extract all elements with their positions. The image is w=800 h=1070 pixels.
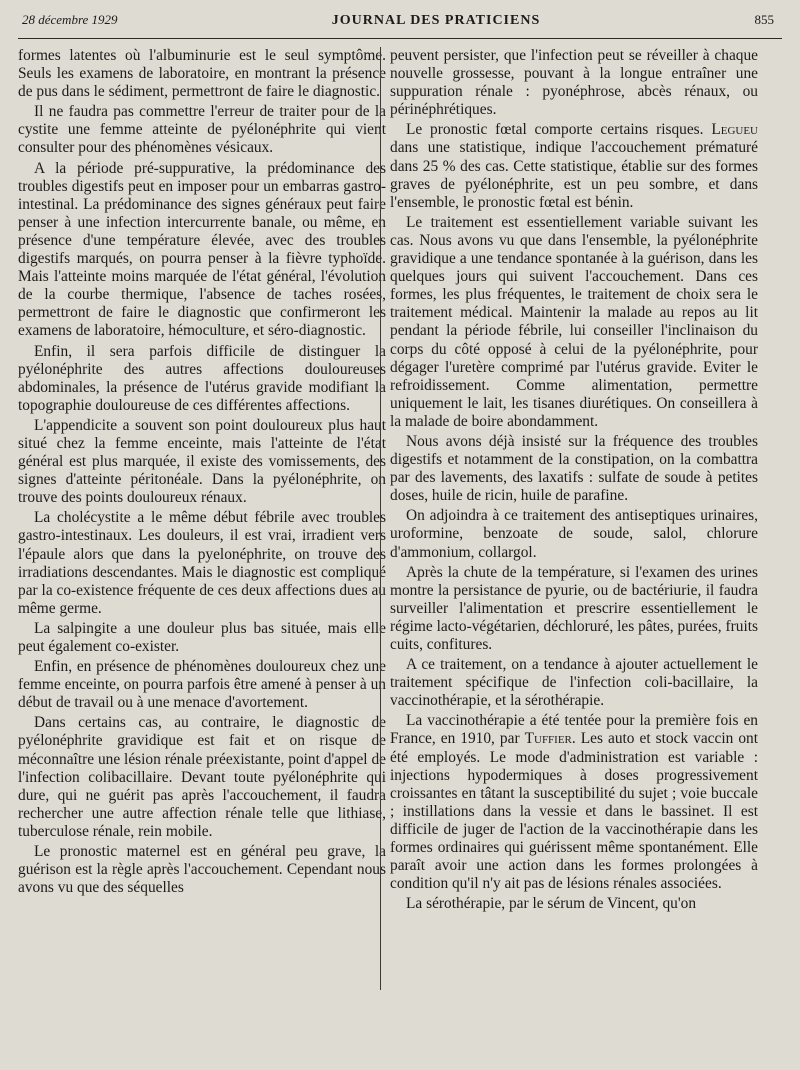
running-header bbox=[22, 12, 774, 34]
author-name: Tuffier bbox=[524, 730, 572, 748]
paragraph: La salpingite a une douleur plus bas située, mais elle peut également co-exister. bbox=[18, 619, 386, 655]
paragraph: La vaccinothérapie a été tentée pour la première fois en France, en 1910, par Tuffier. Les auto et stock vaccin ont été employés. Le mode d'administration est variable : injections hypodermiques à doses progressivement croissantes en tâtant la susceptibilité du sujet ; voie buccale ; instillations dans la vessie et dans le bassinet. Il est difficile de juger de l'action de la vaccinothérapie dans les formes ordinaires qui guérissent même spontanément. Elle paraît avoir une action dans les formes prolongées à condition qu'il n'y ait pas de lésions rénales associées. bbox=[390, 712, 758, 893]
right-column bbox=[390, 47, 758, 915]
issue-date: 28 décembre 1929 bbox=[22, 12, 118, 27]
page-number: 855 bbox=[754, 12, 774, 27]
paragraph: Il ne faudra pas commettre l'erreur de traiter pour de la cystite une femme atteinte de pyélonéphrite qui vient consulter pour des phénomènes vésicaux. bbox=[18, 103, 386, 157]
journal-title: JOURNAL DES PRATICIENS bbox=[331, 13, 541, 28]
paragraph: Le traitement est essentiellement variable suivant les cas. Nous avons vu que dans l'ensemble, la pyélonéphrite gravidique a une tendance spontanée à la guérison, dans les quelques jours qui suivent l'accouchement. Dans ces formes, les plus fréquentes, le traitement de choix sera le traitement médical. Maintenir la malade au repos au lit pendant la période fébrile, lui conseiller l'inclinaison du corps du côté opposé à celui de la pyélonéphrite, pour dégager l'uretère comprimé par l'utérus gravide. Eviter le refroidissement. Comme alimentation, permettre uniquement le lait, les tisanes diurétiques. On conseillera à la malade de boire abondamment. bbox=[390, 213, 758, 430]
paragraph: Nous avons déjà insisté sur la fréquence des troubles digestifs et notamment de la constipation, on la combattra par des lavements, des laxatifs : sulfate de soude à petites doses, huile de ricin, huile de parafine. bbox=[390, 432, 758, 505]
paragraph: Enfin, il sera parfois difficile de distinguer la pyélonéphrite des autres affections douloureuses abdominales, la présence de l'utérus gravide modifiant la topographie douloureuse de ces différentes affections. bbox=[18, 342, 386, 414]
paragraph: Le pronostic maternel est en général peu grave, la guérison est la règle après l'accouchement. Cependant nous avons vu que des séquelles bbox=[18, 843, 386, 897]
paragraph: Le pronostic fœtal comporte certains risques. Legueu dans une statistique, indique l'accouchement prématuré dans 25 % des cas. Cette statistique, établie sur des formes graves de pyélonéphrite, est un peu sombre, et dans l'ensemble, le pronostic fœtal est bénin. bbox=[390, 121, 758, 211]
paragraph: Après la chute de la température, si l'examen des urines montre la persistance de pyurie, ou de bactériurie, il faudra surveiller l'alimentation et prescrire essentiellement le régime lacto-végétarien, déchloruré, les pâtes, purées, fruits cuits, confitures. bbox=[390, 563, 758, 653]
paragraph: L'appendicite a souvent son point douloureux plus haut situé chez la femme enceinte, mais l'atteinte de l'état général est plus marquée, il existe des vomissements, des signes d'atteinte péritonéale. Dans la pyélonéphrite, on trouve des points douloureux rénaux. bbox=[18, 416, 386, 507]
paragraph: A la période pré-suppurative, la prédominance des troubles digestifs peut en imposer pour un embarras gastro-intestinal. La prédominance des signes généraux peut faire penser à une infection intercurrente banale, ou même, en présence d'une température élevée, avec des troubles digestifs marqués, on pourra penser à la fièvre typhoïde. Mais l'atteinte moins marquée de l'état général, l'évolution de la courbe thermique, l'absence de taches rosées, permettront de faire le diagnostic que confirmeront les examens de laboratoire, hémoculture, et séro-diagnostic. bbox=[18, 159, 386, 340]
paragraph: La sérothérapie, par le sérum de Vincent, qu'on bbox=[406, 895, 697, 913]
paragraph: Dans certains cas, au contraire, le diagnostic de pyélonéphrite gravidique est fait et on risque de méconnaître une lésion rénale préexistante, point d'appel de l'infection colibacillaire. Devant toute pyélonéphrite qui dure, qui ne guérit pas après l'accouchement, il faudra rechercher une autre affection rénale telle que lithiase, tuberculose rénale, rein mobile. bbox=[18, 714, 386, 840]
paragraph: peuvent persister, que l'infection peut se réveiller à chaque nouvelle grossesse, pouvant à la longue entraîner une suppuration rénale : pyonéphrose, abcès rénaux, ou périnéphrétiques. bbox=[390, 47, 758, 119]
column-divider bbox=[380, 47, 381, 990]
paragraph: La cholécystite a le même début fébrile avec troubles gastro-intestinaux. Les douleurs, il est vrai, irradient vers l'épaule alors que dans la pyelonéphrite, on trouve des irradiations descendantes. Mais le diagnostic est compliqué par la co-existence fréquente de ces deux affections dues au même germe. bbox=[18, 509, 386, 617]
header-rule bbox=[18, 38, 782, 39]
paragraph: Enfin, en présence de phénomènes douloureux chez une femme enceinte, on pourra parfois être amené à penser à un début de travail ou à une menace d'avortement. bbox=[18, 658, 386, 712]
paragraph: On adjoindra à ce traitement des antiseptiques urinaires, uroformine, benzoate de soude, salol, chlorure d'ammonium, collargol. bbox=[390, 507, 758, 561]
left-column bbox=[18, 47, 386, 899]
paragraph: A ce traitement, on a tendance à ajouter actuellement le traitement spécifique de l'infection coli-bacillaire, la vaccinothérapie, et la sérothérapie. bbox=[390, 656, 758, 710]
paragraph: formes latentes où l'albuminurie est le seul symptôme. Seuls les examens de laboratoire, en montrant la présence de pus dans le sédiment, permettront de faire le diagnostic. bbox=[18, 47, 386, 101]
author-name: Legueu bbox=[711, 121, 758, 139]
